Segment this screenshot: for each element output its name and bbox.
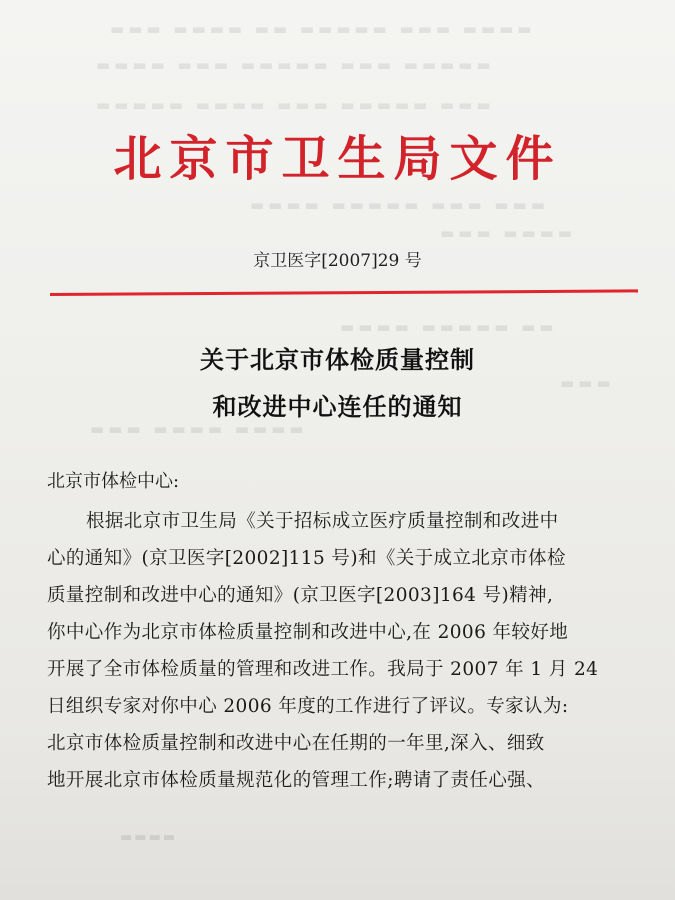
- issuer-header: 北京市卫生局文件: [113, 131, 562, 187]
- red-divider-line: [50, 289, 638, 296]
- show-through-text: ▬▬▬▬ ▬▬▬▬▬ ▬▬▬ ▬▬▬: [250, 196, 549, 214]
- body-line: 日组织专家对你中心 2006 年度的工作进行了评议。专家认为:: [47, 696, 569, 717]
- show-through-text: ▬▬▬▬ ▬▬▬ ▬▬▬▬▬ ▬▬▬ ▬▬▬▬▬: [96, 56, 495, 74]
- body-line: 质量控制和改进中心的通知》(京卫医字[2003]164 号)精神,: [47, 585, 554, 606]
- show-through-text: ▬▬▬ ▬▬▬▬: [440, 224, 576, 242]
- body-line: 你中心作为北京市体检质量控制和改进中心,在 2006 年较好地: [47, 622, 569, 643]
- show-through-text: ▬▬▬ ▬▬▬▬ ▬▬ ▬▬▬▬▬ ▬▬▬ ▬▬▬▬: [110, 20, 536, 38]
- show-through-text: ▬▬▬ ▬▬▬▬ ▬▬▬▬: [90, 420, 308, 438]
- notice-title-line-2: 和改进中心连任的通知: [212, 392, 463, 421]
- show-through-text: ▬▬▬▬: [120, 830, 178, 845]
- show-through-text: ▬▬▬: [560, 374, 615, 392]
- body-line: 北京市体检质量控制和改进中心在任期的一年里,深入、细致: [47, 733, 545, 754]
- body-line: 开展了全市体检质量的管理和改进工作。我局于 2007 年 1 月 24: [47, 659, 599, 680]
- salutation: 北京市体检中心:: [47, 471, 180, 492]
- body-line: 地开展北京市体检质量规范化的管理工作;聘请了责任心强、: [47, 770, 546, 791]
- document-number: 京卫医字[2007]29 号: [253, 251, 422, 271]
- show-through-text: ▬▬▬▬ ▬▬▬▬▬ ▬▬: [340, 318, 558, 336]
- show-through-text: ▬▬▬▬▬ ▬▬▬▬ ▬▬▬ ▬▬▬▬▬ ▬▬▬: [96, 96, 495, 114]
- notice-title-line-1: 关于北京市体检质量控制: [200, 345, 475, 374]
- body-line: 根据北京市卫生局《关于招标成立医疗质量控制和改进中: [86, 511, 559, 532]
- body-line: 心的通知》(京卫医字[2002]115 号)和《关于成立北京市体检: [47, 548, 566, 569]
